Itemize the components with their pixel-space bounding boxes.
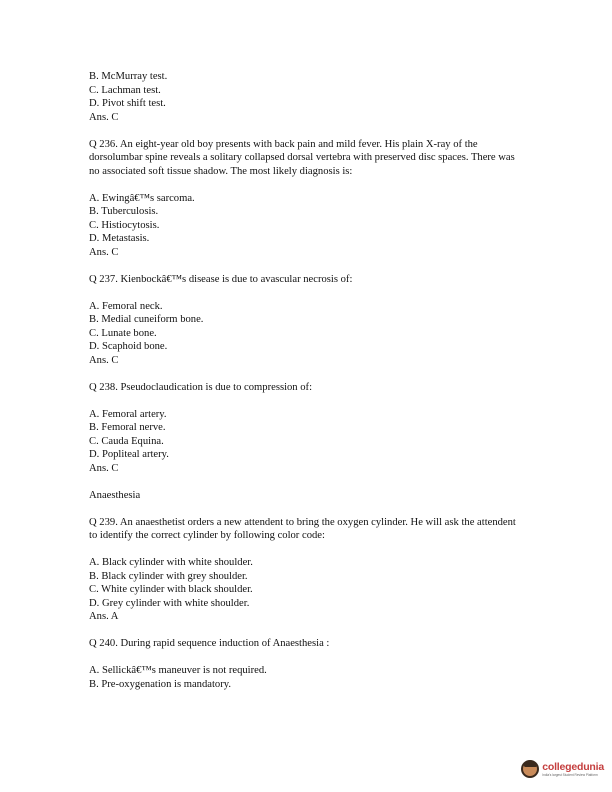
question-238-text: Q 238. Pseudoclaudication is due to compression of: xyxy=(89,381,313,393)
option-c: C. Lachman test. xyxy=(89,84,161,96)
option-b: B. Black cylinder with grey shoulder. xyxy=(89,570,248,582)
option-a: A. Femoral artery. xyxy=(89,408,167,420)
question-240-text: Q 240. During rapid sequence induction of Anaesthesia : xyxy=(89,638,330,649)
option-c: C. Lunate bone. xyxy=(89,327,157,339)
option-a: A. Femoral neck. xyxy=(89,300,163,312)
option-d: D. Popliteal artery. xyxy=(89,449,169,460)
question-239-block xyxy=(89,516,529,624)
option-d: D. Metastasis. xyxy=(89,233,150,244)
mascot-face-icon xyxy=(521,760,539,778)
option-b: B. Medial cuneiform bone. xyxy=(89,314,204,325)
answer: Ans. C xyxy=(89,111,119,123)
prev-question-block xyxy=(89,70,529,124)
option-b: B. Tuberculosis. xyxy=(89,206,159,217)
option-d: D. Pivot shift test. xyxy=(89,98,166,109)
option-b: B. Pre-oxygenation is mandatory. xyxy=(89,678,232,690)
collegedunia-logo[interactable] xyxy=(521,760,604,778)
question-236-text: Q 236. An eight-year old boy presents with back pain and mild fever. His plain X-ray of the dorsolumbar spine reveals a solitary collapsed dorsal vertebra with preserved disc spaces. There was no associated soft tissue shadow. The most likely diagnosis is: xyxy=(89,138,515,177)
option-c: C. Histiocytosis. xyxy=(89,219,160,231)
option-a: A. Ewingâ€™s sarcoma. xyxy=(89,192,195,204)
question-236-block xyxy=(89,138,529,260)
option-a: A. Black cylinder with white shoulder. xyxy=(89,557,253,568)
answer: Ans. C xyxy=(89,246,119,258)
logo-name: collegedunia xyxy=(542,760,604,773)
option-c: C. White cylinder with black shoulder. xyxy=(89,584,253,595)
answer: Ans. C xyxy=(89,462,119,474)
answer: Ans. A xyxy=(89,611,119,622)
question-237-text: Q 237. Kienbockâ€™s disease is due to avascular necrosis of: xyxy=(89,273,353,285)
option-d: D. Scaphoid bone. xyxy=(89,341,168,352)
question-239-text: Q 239. An anaesthetist orders a new attendent to bring the oxygen cylinder. He will ask the attendent to identify the correct cylinder by following color code: xyxy=(89,516,516,541)
question-240-block xyxy=(89,637,529,691)
answer: Ans. C xyxy=(89,354,119,366)
question-238-block xyxy=(89,381,529,476)
logo-tagline: India's largest Student Review Platform xyxy=(542,772,598,777)
document-page xyxy=(89,70,529,691)
option-b: B. McMurray test. xyxy=(89,71,168,82)
option-a: A. Sellickâ€™s maneuver is not required. xyxy=(89,665,267,676)
logo-text xyxy=(542,762,604,777)
option-b: B. Femoral nerve. xyxy=(89,422,166,433)
option-d: D. Grey cylinder with white shoulder. xyxy=(89,597,250,609)
question-237-block xyxy=(89,273,529,368)
section-heading: Anaesthesia xyxy=(89,489,141,501)
option-c: C. Cauda Equina. xyxy=(89,435,164,447)
